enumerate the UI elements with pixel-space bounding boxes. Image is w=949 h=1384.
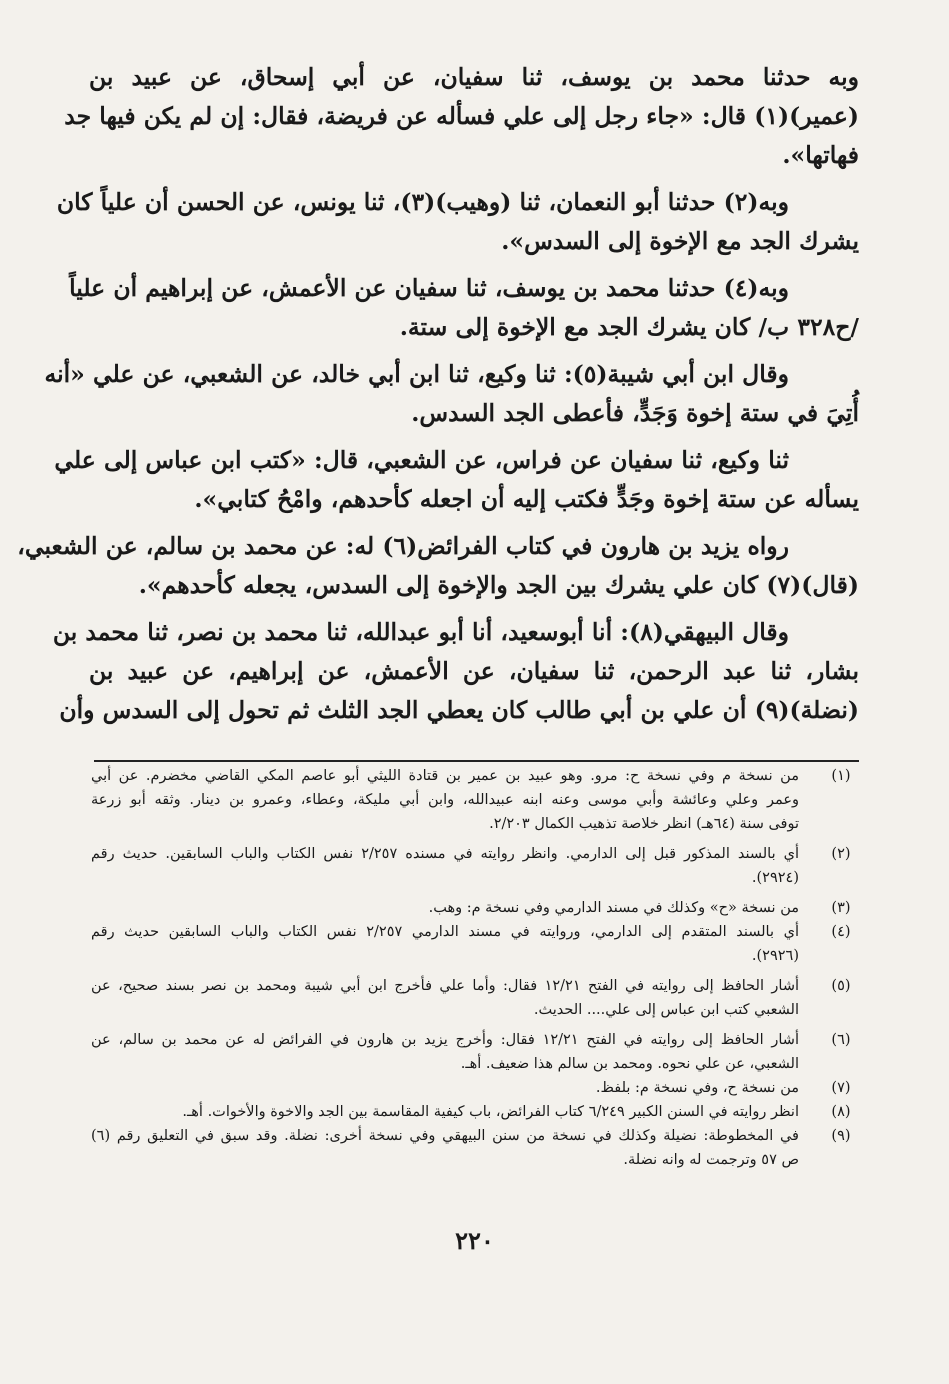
footnote-line: في المخطوطة: نضيلة وكذلك في نسخة من سنن البيهقي وفي نسخة أخرى: نضلة. وقد سبق في التعليق رقم (٦): [91, 1128, 799, 1144]
body-line: رواه يزيد بن هارون في كتاب الفرائض(٦) له: عن محمد بن سالم، عن الشعبي،: [17, 532, 789, 560]
footnote-number: (٨): [831, 1104, 851, 1120]
footnote-number: (٥): [831, 978, 851, 994]
body-line: (عمير)(١) قال: «جاء رجل إلى علي فسأله عن فريضة، فقال: إن لم يكن فيها جد: [64, 102, 859, 130]
footnote: [91, 1076, 861, 1100]
body-line: ثنا وكيع، ثنا سفيان عن فراس، عن الشعبي، قال: «كتب ابن عباس إلى علي: [54, 446, 789, 474]
footnote-line: أشار الحافظ إلى روايته في الفتح ١٢/٢١ فقال: وأخرج يزيد بن هارون في الفرائض له عن محمد بن سالم، عن: [91, 1032, 799, 1048]
footnote: [91, 1028, 861, 1076]
footnote-number: (٢): [831, 846, 851, 862]
body-line: وقال ابن أبي شيبة(٥): ثنا وكيع، ثنا ابن أبي خالد، عن الشعبي، عن علي «أنه: [44, 360, 789, 388]
footnote-line: أي بالسند المتقدم إلى الدارمي، وروايته في مسند الدارمي ٢/٢٥٧ نفس الكتاب والباب السابقين حديث رقم: [91, 924, 799, 940]
footnote-line: أي بالسند المذكور قبل إلى الدارمي. وانظر روايته في مسنده ٢/٢٥٧ نفس الكتاب والباب السابقين. حديث رقم: [91, 846, 799, 862]
main-text: [17, 58, 859, 730]
body-line: وبه(٢) حدثنا أبو النعمان، ثنا (وهيب)(٣)، ثنا يونس، عن الحسن أن علياً كان: [56, 188, 789, 216]
footnote-line: من نسخة م وفي نسخة ح: مرو. وهو عبيد بن عمير بن قتادة الليثي أبو عاصم المكي القاضي مخضرم. عن أبي: [91, 768, 799, 784]
body-line: وبه حدثنا محمد بن يوسف، ثنا سفيان، عن أبي إسحاق، عن عبيد بن: [89, 63, 859, 91]
footnote-line: الشعبي كتب ابن عباس إلى علي.... الحديث.: [533, 1002, 799, 1018]
footnote-number: (٣): [831, 900, 851, 916]
footnote: [91, 842, 861, 890]
footnote-number: (٦): [831, 1032, 851, 1048]
footnote-line: توفى سنة (٦٤هـ) انظر خلاصة تذهيب الكمال ٢/٢٠٣.: [489, 816, 799, 832]
body-line: بشار، ثنا عبد الرحمن، ثنا سفيان، عن الأعمش، عن إبراهيم، عن عبيد بن: [89, 657, 859, 685]
footnote-line: من نسخة ح، وفي نسخة م: بلفظ.: [595, 1080, 799, 1096]
footnote-line: ص ٥٧ وترجمت له وانه نضلة.: [623, 1152, 799, 1168]
body-line: وقال البيهقي(٨): أنا أبوسعيد، أنا أبو عبدالله، ثنا محمد بن نصر، ثنا محمد بن: [52, 618, 789, 646]
footnote-line: من نسخة «ح» وكذلك في مسند الدارمي وفي نسخة م: وهب.: [428, 900, 799, 916]
footnote: [91, 974, 861, 1022]
body-line: (قال)(٧) كان علي يشرك بين الجد والإخوة إلى السدس، يجعله كأحدهم».: [138, 571, 859, 599]
footnote: [91, 1100, 861, 1124]
footnote-number: (٧): [831, 1080, 851, 1096]
footnote-number: (٩): [831, 1128, 851, 1144]
footnote-line: الشعبي، عن علي نحوه. ومحمد بن سالم هذا ضعيف. أهـ.: [460, 1056, 799, 1072]
footnote-number: (٤): [831, 924, 851, 940]
footnote-number: (١): [831, 768, 851, 784]
footnote: [91, 764, 861, 836]
footnote: [91, 920, 861, 968]
page-number: ٢٢٠: [455, 1226, 494, 1255]
body-line: وبه(٤) حدثنا محمد بن يوسف، ثنا سفيان عن الأعمش، عن إبراهيم أن علياً: [69, 274, 789, 302]
footnote-line: وعمر وعلي وعائشة وأبي موسى وعنه ابنه عبيدالله، وابن أبي مليكة، وعطاء، وعمرو بن دينار. وثقه أبو زرعة: [91, 792, 799, 808]
footnote-divider: [94, 760, 859, 762]
footnote-line: (٢٩٢٤).: [751, 870, 799, 886]
body-line: يشرك الجد مع الإخوة إلى السدس».: [501, 227, 859, 255]
body-line: (نضلة)(٩) أن علي بن أبي طالب كان يعطي الجد الثلث ثم تحول إلى السدس وأن: [59, 696, 859, 724]
footnotes: [91, 764, 861, 1172]
footnote-line: (٢٩٢٦).: [751, 948, 799, 964]
body-line: يسأله عن ستة إخوة وجَدٍّ فكتب إليه أن اجعله كأحدهم، وامْحُ كتابي».: [194, 485, 859, 513]
footnote-line: أشار الحافظ إلى روايته في الفتح ١٢/٢١ فقال: وأما علي فأخرج ابن أبي شيبة ومحمد بن نصر بسند صحيح، عن: [91, 978, 799, 994]
footnote-line: انظر روايته في السنن الكبير ٦/٢٤٩ كتاب الفرائض، باب كيفية المقاسمة بين الجد والاخوة والأخوات. أهـ.: [182, 1104, 799, 1120]
footnote: [91, 1124, 861, 1172]
footnote: [91, 896, 861, 920]
body-line: فهاتها».: [782, 141, 859, 169]
body-line: /ح٣٢٨ ب/ كان يشرك الجد مع الإخوة إلى ستة.: [399, 313, 859, 341]
body-line: أُتِيَ في ستة إخوة وَجَدٍّ، فأعطى الجد السدس.: [411, 399, 859, 427]
